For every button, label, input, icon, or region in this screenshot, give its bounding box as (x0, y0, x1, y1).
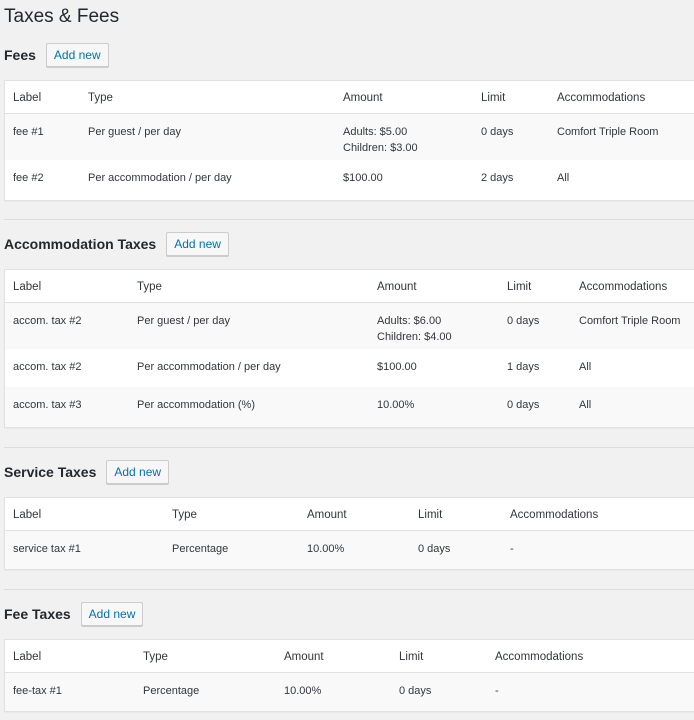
column-header-limit: Limit (418, 509, 443, 521)
cell-type: Percentage (143, 685, 200, 697)
amount-line: Adults: $6.00 (377, 315, 442, 327)
column-header-label: Label (13, 92, 42, 104)
section-divider (4, 447, 694, 448)
column-header-amount: Amount (343, 92, 383, 104)
cell-accommodations: - (495, 685, 499, 697)
column-header-type: Type (172, 509, 197, 521)
service-taxes-add-new-button[interactable]: Add new (106, 460, 169, 484)
table-header-row (5, 640, 694, 673)
cell-label: accom. tax #2 (13, 361, 82, 373)
table-header-row (5, 81, 694, 114)
column-header-limit: Limit (507, 281, 532, 293)
fee-taxes-add-new-button[interactable]: Add new (81, 602, 144, 626)
column-header-label: Label (13, 509, 42, 521)
fee-taxes-section-title: Fee Taxes (4, 606, 71, 622)
column-header-amount: Amount (284, 651, 324, 663)
service-taxes-table (4, 497, 694, 570)
fees-section-header (4, 42, 109, 68)
column-header-label: Label (13, 651, 42, 663)
column-header-accommodations: Accommodations (495, 651, 584, 663)
table-row[interactable] (5, 303, 694, 349)
cell-type: Percentage (172, 543, 229, 555)
cell-type: Per guest / per day (88, 126, 181, 138)
column-header-limit: Limit (481, 92, 506, 104)
cell-limit: 0 days (418, 543, 451, 555)
column-header-amount: Amount (377, 281, 417, 293)
table-header-row (5, 270, 694, 303)
cell-accommodations: All (557, 172, 570, 184)
service-taxes-section-header (4, 459, 169, 485)
cell-amount: $100.00 (343, 172, 383, 184)
fees-add-new-button[interactable]: Add new (46, 43, 109, 67)
accommodation-taxes-section-header (4, 231, 229, 257)
column-header-accommodations: Accommodations (557, 92, 646, 104)
cell-accommodations: All (579, 399, 592, 411)
table-row[interactable] (5, 160, 694, 200)
cell-accommodations: Comfort Triple Room (557, 126, 659, 138)
cell-type: Per accommodation (%) (137, 399, 255, 411)
table-header-row (5, 498, 694, 531)
section-divider (4, 589, 694, 590)
column-header-type: Type (88, 92, 113, 104)
cell-accommodations: Comfort Triple Room (579, 315, 681, 327)
cell-label: fee #1 (13, 126, 44, 138)
cell-amount (377, 313, 452, 345)
cell-limit: 0 days (507, 315, 540, 327)
cell-label: accom. tax #3 (13, 399, 82, 411)
amount-line: Adults: $5.00 (343, 126, 408, 138)
table-row[interactable] (5, 114, 694, 160)
cell-accommodations: All (579, 361, 592, 373)
cell-limit: 0 days (481, 126, 514, 138)
cell-label: fee #2 (13, 172, 44, 184)
column-header-accommodations: Accommodations (579, 281, 668, 293)
table-row[interactable] (5, 531, 694, 569)
column-header-type: Type (137, 281, 162, 293)
section-divider (4, 219, 694, 220)
fees-table (4, 80, 694, 201)
cell-type: Per guest / per day (137, 315, 230, 327)
column-header-type: Type (143, 651, 168, 663)
accommodation-taxes-add-new-button[interactable]: Add new (166, 232, 229, 256)
cell-accommodations: - (510, 543, 514, 555)
cell-limit: 0 days (399, 685, 432, 697)
fee-taxes-table (4, 639, 694, 712)
cell-amount: 10.00% (284, 685, 322, 697)
amount-line: Children: $4.00 (377, 331, 452, 343)
table-row[interactable] (5, 387, 694, 427)
cell-label: accom. tax #2 (13, 315, 82, 327)
cell-limit: 1 days (507, 361, 540, 373)
column-header-amount: Amount (307, 509, 347, 521)
page-title: Taxes & Fees (4, 6, 120, 27)
cell-type: Per accommodation / per day (88, 172, 232, 184)
accommodation-taxes-section-title: Accommodation Taxes (4, 236, 157, 252)
cell-amount: 10.00% (307, 543, 345, 555)
cell-label: fee-tax #1 (13, 685, 62, 697)
cell-amount: $100.00 (377, 361, 417, 373)
table-row[interactable] (5, 673, 694, 711)
service-taxes-section-title: Service Taxes (4, 464, 97, 480)
cell-amount: 10.00% (377, 399, 415, 411)
fees-section-title: Fees (4, 47, 36, 63)
cell-limit: 0 days (507, 399, 540, 411)
amount-line: Children: $3.00 (343, 142, 418, 154)
table-row[interactable] (5, 349, 694, 387)
column-header-label: Label (13, 281, 42, 293)
cell-amount (343, 124, 418, 156)
column-header-accommodations: Accommodations (510, 509, 599, 521)
column-header-limit: Limit (399, 651, 424, 663)
accommodation-taxes-table (4, 269, 694, 428)
cell-limit: 2 days (481, 172, 514, 184)
fee-taxes-section-header (4, 601, 143, 627)
cell-type: Per accommodation / per day (137, 361, 281, 373)
cell-label: service tax #1 (13, 543, 81, 555)
